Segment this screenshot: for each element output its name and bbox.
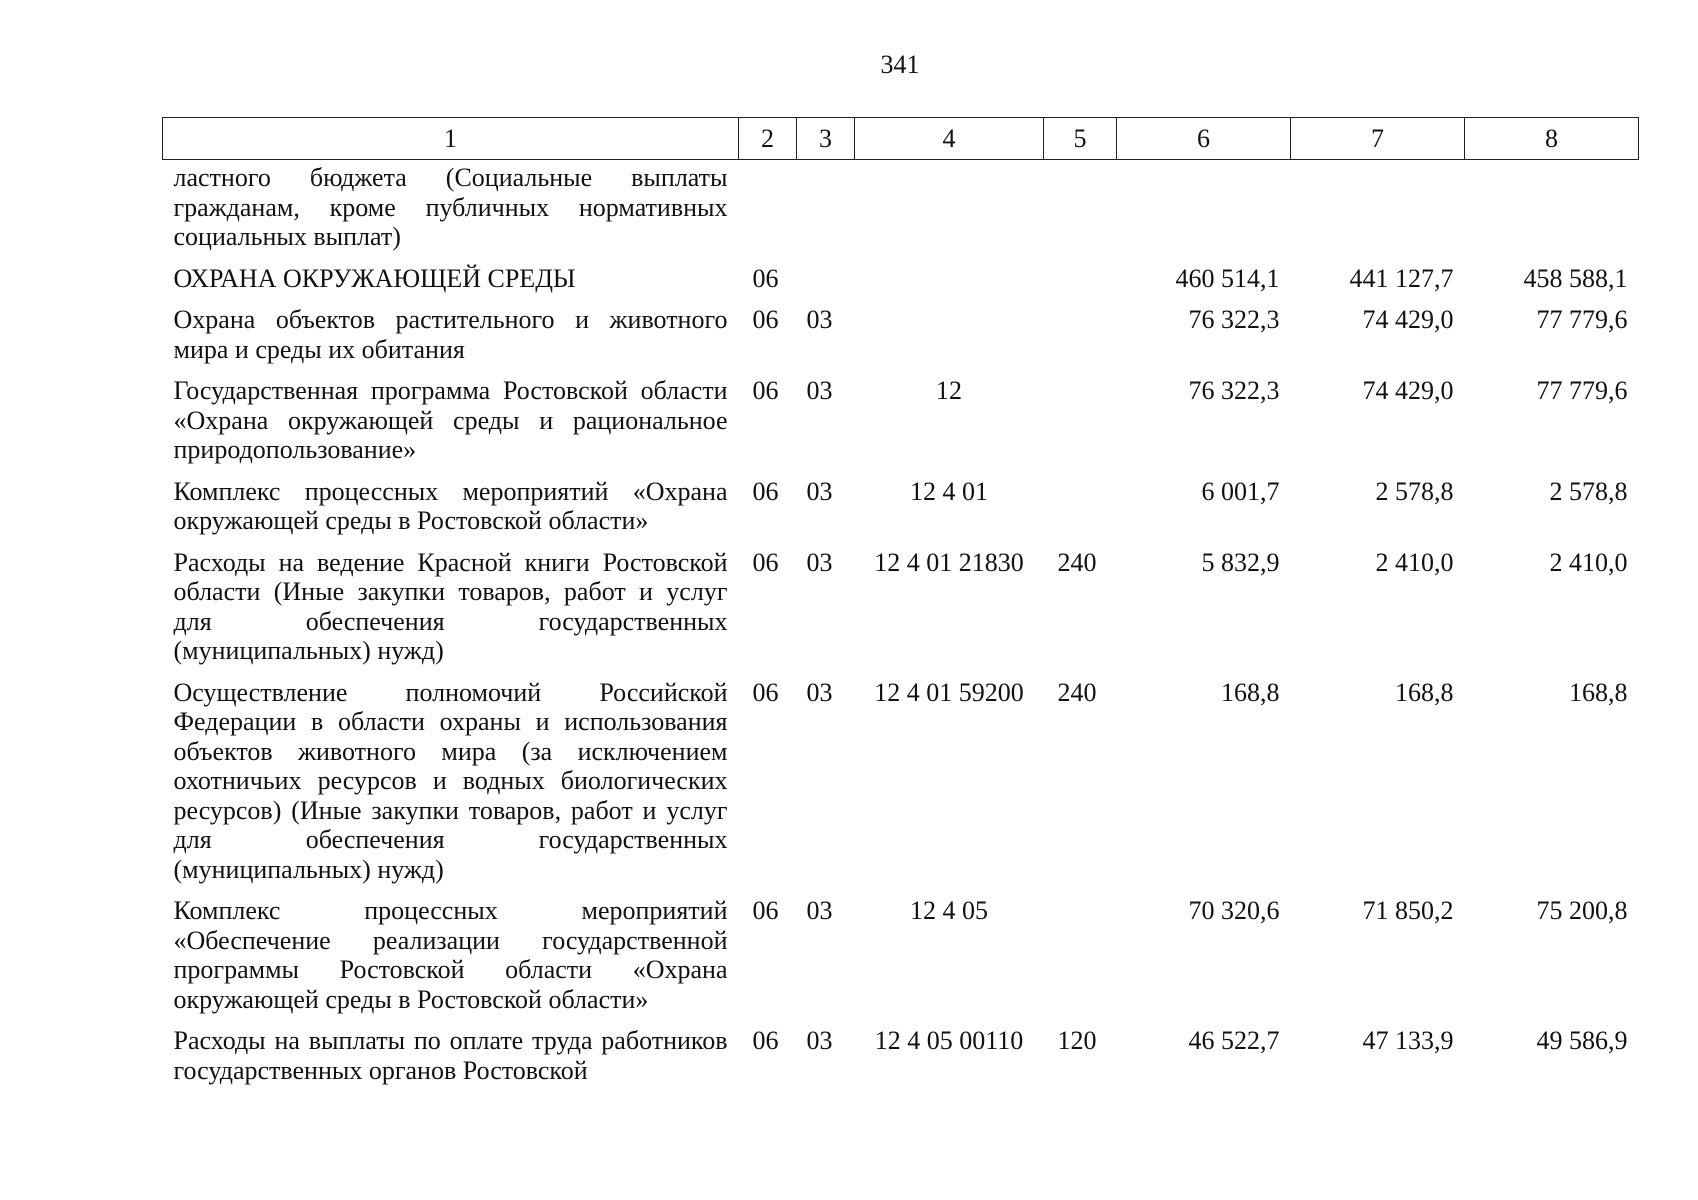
row-subsection: 03 [806,547,833,577]
row-target-article: 12 4 05 00110 [874,1026,1024,1055]
row-amount-col8 [1465,160,1639,264]
row-amount-col7: 74 429,0 [1362,305,1454,334]
row-expense-type [1044,160,1117,264]
row-section: 06 [752,263,779,293]
row-amount-col6: 76 322,3 [1188,305,1280,334]
row-amount-col6: 5 832,9 [1201,547,1280,577]
column-number-row [163,118,1639,160]
row-subsection [797,264,855,306]
row-subsection: 03 [806,305,833,334]
row-amount-col7 [1291,160,1465,264]
row-amount-col8: 168,8 [1569,677,1628,707]
column-header: 1 [163,118,739,160]
row-expense-type: 240 [1057,677,1097,707]
row-name: ластного бюджета (Социальные выплаты гражданам, кроме публичных нормативных социальных выплат) [173,163,728,251]
row-name: Расходы на ведение Красной книги Ростовской области (Иные закупки товаров, работ и услуг для обеспечения государственных (муниципальных) нужд) [173,547,728,665]
row-expense-type [1044,305,1117,376]
row-amount-col6: 460 514,1 [1175,263,1280,293]
row-amount-col8: 75 200,8 [1536,896,1628,925]
row-section: 06 [752,476,779,506]
row-amount-col7: 74 429,0 [1362,376,1454,405]
row-amount-col8: 77 779,6 [1536,376,1628,405]
table-row [163,1026,1639,1085]
row-subsection: 03 [806,677,833,707]
column-header: 5 [1044,118,1117,160]
row-amount-col8: 458 588,1 [1523,263,1628,293]
row-name: Комплекс процессных мероприятий «Обеспечение реализации государственной программы Ростовской области «Охрана окружающей среды в Ростовской области» [173,896,728,1014]
row-subsection: 03 [806,376,833,405]
row-amount-col7: 168,8 [1395,677,1454,707]
row-section: 06 [752,896,779,925]
column-header: 3 [797,118,855,160]
column-header: 7 [1291,118,1465,160]
column-header: 8 [1465,118,1639,160]
row-amount-col6: 168,8 [1221,677,1280,707]
row-amount-col8: 2 578,8 [1549,476,1628,506]
row-name: Расходы на выплаты по оплате труда работников государственных органов Ростовской [173,1026,728,1085]
row-target-article: 12 4 05 [910,896,988,925]
row-expense-type: 240 [1057,547,1097,577]
row-section: 06 [752,376,779,405]
row-name: Охрана объектов растительного и животного мира и среды их обитания [173,305,728,364]
column-header: 4 [855,118,1044,160]
row-amount-col8: 2 410,0 [1549,547,1628,577]
row-expense-type [1044,896,1117,1026]
row-subsection [797,160,855,264]
column-header: 6 [1117,118,1291,160]
row-section: 06 [752,677,779,707]
row-expense-type [1044,376,1117,477]
budget-table [162,117,1639,1085]
row-amount-col7: 2 410,0 [1375,547,1454,577]
row-target-article [855,160,1044,264]
table-row [163,896,1639,1026]
row-target-article: 12 4 01 59200 [874,677,1024,707]
table-row [163,678,1639,897]
row-amount-col8: 49 586,9 [1536,1026,1628,1055]
column-header: 2 [739,118,797,160]
row-amount-col6: 6 001,7 [1201,476,1280,506]
page-number: 341 [880,50,920,79]
row-amount-col7: 47 133,9 [1362,1026,1454,1055]
table-row [163,160,1639,264]
row-expense-type [1044,264,1117,306]
row-expense-type [1044,477,1117,548]
row-amount-col7: 441 127,7 [1349,263,1454,293]
row-subsection: 03 [806,1026,833,1055]
row-name: Осуществление полномочий Российской Федерации в области охраны и использования объектов животного мира (за исключением охотничьих ресурсов и водных биологических ресурсов) (Иные закупки товаров, работ и услуг для обеспечения государственных (муниципальных) нужд) [173,677,728,884]
row-section: 06 [752,547,779,577]
row-target-article: 12 4 01 21830 [874,547,1024,577]
row-name: ОХРАНА ОКРУЖАЮЩЕЙ СРЕДЫ [173,263,576,293]
row-amount-col8: 77 779,6 [1536,305,1628,334]
row-name: Комплекс процессных мероприятий «Охрана окружающей среды в Ростовской области» [173,476,728,535]
row-amount-col6: 70 320,6 [1188,896,1280,925]
row-target-article [855,264,1044,306]
row-amount-col6: 46 522,7 [1188,1026,1280,1055]
table-row [163,548,1639,678]
row-section: 06 [752,305,779,334]
row-amount-col7: 71 850,2 [1362,896,1454,925]
row-amount-col7: 2 578,8 [1375,476,1454,506]
table-row [163,305,1639,376]
row-name: Государственная программа Ростовской области «Охрана окружающей среды и рациональное природопользование» [173,376,728,464]
row-target-article: 12 [936,376,962,405]
row-amount-col6 [1117,160,1291,264]
table-row [163,477,1639,548]
row-expense-type: 120 [1057,1026,1097,1055]
row-target-article [855,305,1044,376]
row-subsection: 03 [806,896,833,925]
row-section: 06 [752,1026,779,1055]
row-amount-col6: 76 322,3 [1188,376,1280,405]
row-target-article: 12 4 01 [910,476,988,506]
table-row [163,376,1639,477]
table-row [163,264,1639,306]
row-section [739,160,797,264]
row-subsection: 03 [806,476,833,506]
